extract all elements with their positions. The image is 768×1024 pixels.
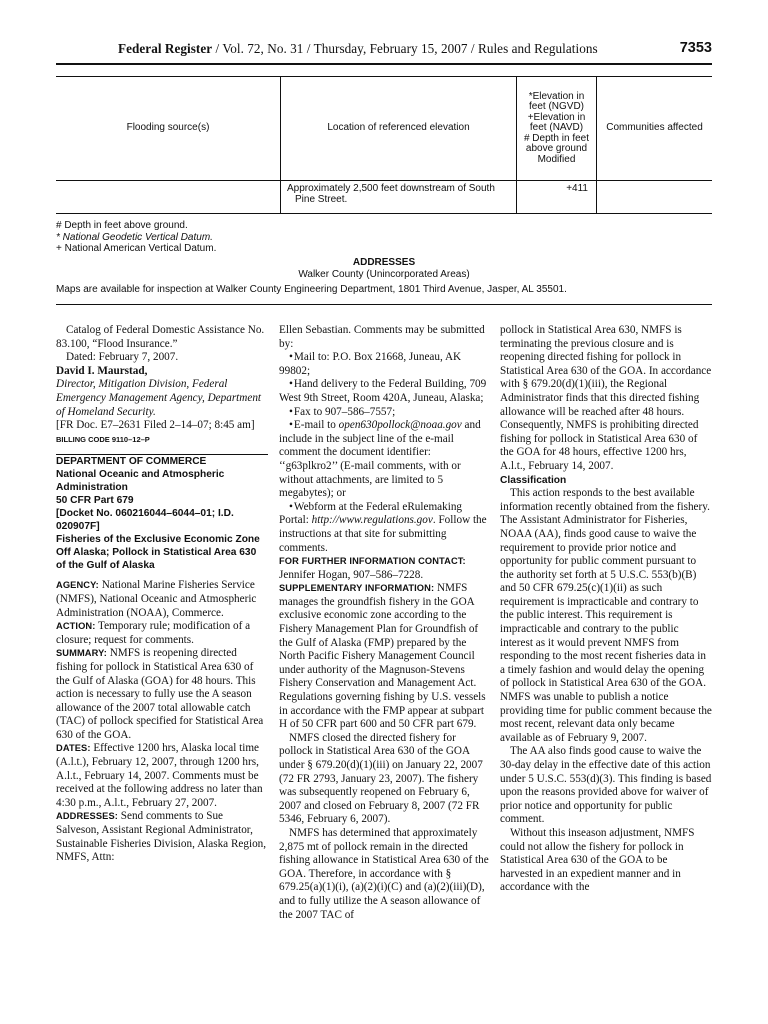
issue-line: / Vol. 72, No. 31 / Thursday, February 15, 2007 / Rules and Regulations	[212, 41, 598, 56]
cell-location	[281, 181, 517, 213]
addresses-maps: Maps are available for inspection at Walker County Engineering Department, 1801 Third Avenue, Jasper, AL 35501.	[56, 284, 567, 295]
elevation-navd-label: +Elevation in feet (NAVD)	[527, 111, 586, 134]
elevation-ngvd-label: *Elevation in feet (NGVD)	[528, 90, 585, 113]
bullet-fax: • Fax to 907–586–7557;	[279, 406, 491, 420]
footnote-ngvd: * National Geodetic Vertical Datum.	[56, 231, 213, 243]
journal-name: Federal Register	[118, 41, 213, 56]
depth-label: # Depth in feet above ground	[523, 132, 590, 155]
flood-elevation-table	[56, 76, 712, 214]
page-number: 7353	[679, 40, 712, 56]
addresses-county: Walker County (Unincorporated Areas)	[298, 268, 470, 280]
comments-intro: Ellen Sebastian. Comments may be submitted by:	[279, 324, 485, 350]
bullet-mail: • Mail to: P.O. Box 21668, Juneau, AK 99802;	[279, 351, 491, 378]
cfr-heading: 50 CFR Part 679	[56, 495, 134, 507]
docket-number: [Docket No. 060216044–6044–01; I.D. 020907F]	[56, 508, 234, 533]
regulations-url: http://www.regulations.gov	[311, 514, 433, 527]
summary-para: SUMMARY: NMFS is reopening directed fishing for pollock in Statistical Area 630 of the Gulf of Alaska (GOA) for 48 hours. This action is necessary to fully use the A season allowance of the 2007 total allowable catch (TAC) of pollock specified for Statistical Area 630 of the GOA.	[56, 647, 264, 741]
cell-elevation: +411	[517, 181, 597, 213]
classification-para: This action responds to the best available information recently obtained from the fishery. The Assistant Administrator for Fisheries, NOAA (AA), finds good cause to waive the requirement to provide prior notice and opportunity for public comment pursuant to the authority set forth at 5 U.S.C. 553(b)(B) and 50 CFR 679.25(c)(1)(ii) as such requirement is impracticable and contrary to the public interest. This requirement is impracticable and contrary to the public interest as it would prevent NMFS from responding to the most recent fisheries data in a timely fashion and would delay the opening of pollock in Statistical Area 630 of the GOA. NMFS was unable to publish a notice providing time for public comment because the most recent, relevant data only became available as of February 9, 2007.	[500, 487, 712, 744]
addresses-para: ADDRESSES: Send comments to Sue Salveson, Assistant Regional Administrator, Sustainable Fisheries Division, Alaska Region, NMFS, Attn:	[56, 810, 267, 864]
col-flooding-source: Flooding source(s)	[56, 77, 281, 180]
header-citation	[118, 41, 598, 57]
col-communities: Communities affected	[606, 122, 703, 134]
rule-subject: Fisheries of the Exclusive Economic Zone Off Alaska; Pollock in Statistical Area 630 of the Gulf of Alaska	[56, 534, 260, 572]
column-1	[56, 324, 268, 865]
email-address: open630pollock@noaa.gov	[338, 419, 462, 432]
supplementary-para: SUPPLEMENTARY INFORMATION: NMFS manages the groundfish fishery in the GOA exclusive economic zone according to the Fishery Management Plan for Groundfish of the Gulf of Alaska (FMP) prepared by the North Pacific Fishery Management Council under authority of the Magnuson-Stevens Fishery Conservation and Management Act. Regulations governing fishing by U.S. vessels in accordance with the FMP appear at subpart H of 50 CFR part 600 and 50 CFR part 679.	[279, 582, 486, 731]
dates-para: DATES: Effective 1200 hrs, Alaska local time (A.l.t.), February 12, 2007, through 1200 hrs, A.l.t., February 14, 2007. Comments must be received at the following address no later than 4:30 p.m., A.l.t., February 27, 2007.	[56, 742, 263, 809]
closure-para: NMFS closed the directed fishery for pollock in Statistical Area 630 of the GOA under § 679.20(d)(1)(iii) on January 22, 2007 (72 FR 2793, January 23, 2007). The fishery was subsequently reopened on February 6, 2007 and closed on February 8, 2007 (72 FR 5346, February 6, 2007).	[279, 731, 483, 826]
table-row	[56, 181, 712, 213]
reopening-para: pollock in Statistical Area 630, NMFS is terminating the previous closure and is reopening directed fishing for pollock in Statistical Area 630 of the GOA. In accordance with § 679.20(d)(1)(iii), the Regional Administrator finds that this directed fishing allowance will be reached after 48 hours. Consequently, NMFS is prohibiting directed fishing for pollock in Statistical Area 630 of the GOA for 48 hours, effective 1200 hrs, A.l.t., February 14, 2007.	[500, 324, 712, 472]
location-line-2: Pine Street.	[295, 193, 348, 205]
location-line-1: Approximately 2,500 feet downstream of South	[287, 183, 495, 194]
col-elevation	[517, 77, 597, 180]
agency-para: AGENCY: National Marine Fisheries Service (NMFS), National Oceanic and Atmospheric Administration (NOAA), Commerce.	[56, 579, 257, 619]
catalog-line: Catalog of Federal Domestic Assistance No. 83.100, “Flood Insurance.”	[56, 324, 265, 350]
bullet-webform: • Webform at the Federal eRulemaking Portal: http://www.regulations.gov. Follow the instructions at that site for submitting comments.	[279, 501, 491, 555]
department-heading: DEPARTMENT OF COMMERCE	[56, 456, 207, 468]
footnote-depth: # Depth in feet above ground.	[56, 220, 188, 231]
column-3	[500, 324, 712, 895]
signer-name: David I. Maurstad,	[56, 364, 148, 377]
fr-doc-line: [FR Doc. E7–2631 Filed 2–14–07; 8:45 am]	[56, 419, 255, 432]
column-2	[279, 324, 491, 922]
agency-heading: National Oceanic and Atmospheric Administration	[56, 469, 225, 494]
section-rule	[56, 304, 712, 305]
table-header-row	[56, 77, 712, 181]
waiver-para: The AA also finds good cause to waive the 30-day delay in the effective date of this action under 5 U.S.C. 553(d)(3). This finding is based upon the reasons provided above for waiver of prior notice and opportunity for public comment.	[500, 745, 712, 826]
addresses-title: ADDRESSES	[352, 257, 416, 268]
adjustment-para: Without this inseason adjustment, NMFS could not allow the fishery for pollock in Statistical Area 630 of the GOA to be harvested in an expedient manner and in accordance with the	[500, 826, 695, 894]
footnote-navd: + National American Vertical Datum.	[56, 243, 217, 254]
cell-source	[56, 181, 281, 213]
contact-label: FOR FURTHER INFORMATION CONTACT:	[279, 556, 466, 567]
signer-title: Director, Mitigation Division, Federal Emergency Management Agency, Department of Homeland Security.	[56, 378, 262, 418]
header-rule	[56, 63, 712, 65]
bullet-email: • E-mail to open630pollock@noaa.gov and include in the subject line of the e-mail comment the document identifier: ‘‘g63plkro2’’ (E-mail comments, with or without attachments, are limited to 5 megabytes); or	[279, 419, 491, 501]
dated-line: Dated: February 7, 2007.	[66, 351, 179, 364]
classification-heading: Classification	[500, 474, 567, 486]
contact-name: Jennifer Hogan, 907–586–7228.	[279, 568, 424, 581]
bullet-hand-delivery: • Hand delivery to the Federal Building, 709 West 9th Street, Room 420A, Juneau, Alaska;	[279, 378, 491, 405]
table-footnotes	[56, 220, 216, 255]
modified-label: Modified	[537, 153, 576, 165]
action-para: ACTION: Temporary rule; modification of a closure; request for comments.	[56, 620, 251, 646]
col-location: Location of referenced elevation	[281, 77, 517, 180]
determination-para: NMFS has determined that approximately 2,875 mt of pollock remain in the directed fishing allowance in Statistical Area 630 of the GOA. Therefore, in accordance with § 679.25(a)(1)(i), (a)(2)(i)(C) and (a)(2)(iii)(D), and to fully utilize the A season allowance of the 2007 TAC of	[279, 826, 489, 921]
running-header	[0, 0, 768, 68]
billing-code: BILLING CODE 9110–12–P	[56, 434, 150, 444]
addresses-block	[56, 257, 712, 305]
cell-communities	[597, 181, 712, 213]
